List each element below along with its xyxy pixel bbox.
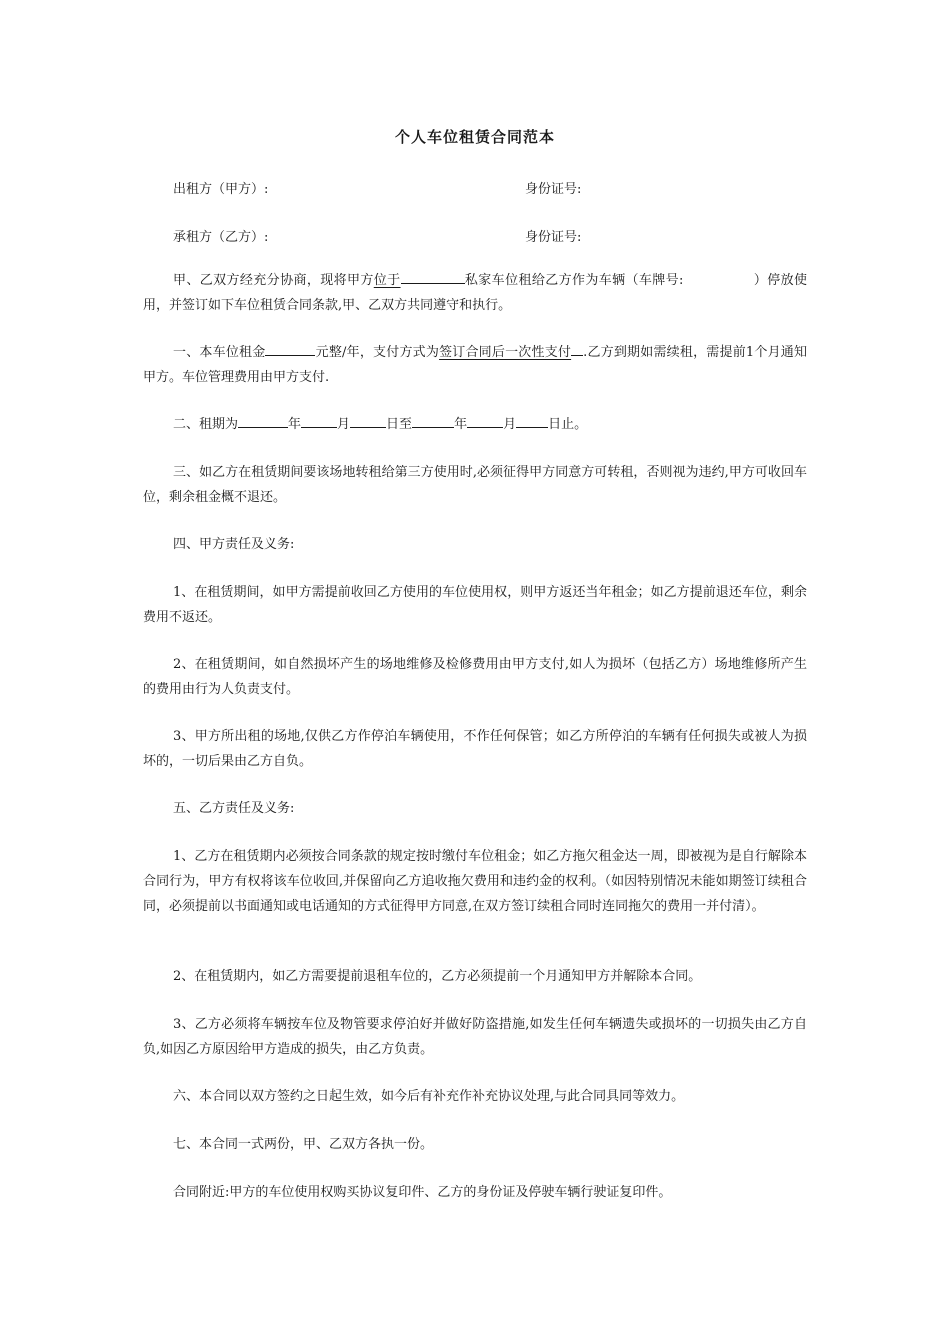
clause-6: 六、本合同以双方签约之日起生效，如今后有补充作补充协议处理,与此合同具同等效力。	[173, 1089, 685, 1104]
end-year-blank	[412, 415, 454, 428]
rent-amount-blank	[265, 343, 315, 356]
clause-5-2: 2、在租赁期内，如乙方需要提前退租车位的，乙方必须提前一个月通知甲方并解除本合同。	[173, 969, 702, 984]
location-blank	[401, 271, 465, 284]
clause-1-text-c: .乙方到期如需续租，需提前1个月通知甲方。车位管理费用由甲方支付.	[143, 345, 807, 385]
start-year-label: 年	[288, 417, 302, 432]
end-year-label: 年	[454, 417, 468, 432]
intro-text-a: 甲、乙双方经充分协商，现将甲方	[173, 273, 374, 288]
clause-4-heading: 四、甲方责任及义务:	[173, 537, 295, 552]
clause-5-1: 1、乙方在租赁期内必须按合同条款的规定按时缴付车位租金；如乙方拖欠租金达一周，即被视为是自行解除本合同行为，甲方有权将该车位收回,并保留向乙方追收拖欠费用和违约金的权利。（如因特别情况未能如期签订续租合同，必须提前以书面通知或电话通知的方式征得甲方同意,在双方签订续租合同时连同拖欠的费用一并付清）。	[143, 849, 807, 914]
intro-text-c: ）停放使用，并签订如下车位租赁合同条款,甲、乙双方共同遵守和执行。	[143, 273, 807, 313]
clause-1	[143, 340, 807, 390]
intro-text-b: 私家车位租给乙方作为车辆（车牌号:	[464, 273, 684, 288]
clause-2-text: 二、租期为	[173, 417, 239, 432]
start-day-blank	[350, 415, 386, 428]
clause-5-heading: 五、乙方责任及义务:	[173, 801, 295, 816]
clause-1-text-a: 一、本车位租金	[173, 345, 266, 360]
clause-7: 七、本合同一式两份，甲、乙双方各执一份。	[173, 1137, 434, 1152]
clause-4-2: 2、在租赁期间，如自然损坏产生的场地维修及检修费用由甲方支付,如人为损坏（包括乙方）场地维修所产生的费用由行为人负责支付。	[143, 657, 807, 697]
intro-paragraph	[143, 268, 807, 318]
start-month-label: 月	[337, 417, 351, 432]
end-day-blank	[516, 415, 548, 428]
lessor-label: 出租方（甲方）:	[173, 182, 269, 197]
clause-4-1: 1、在租赁期间，如甲方需提前收回乙方使用的车位使用权，则甲方返还当年租金；如乙方提前退还车位，剩余费用不返还。	[143, 585, 807, 625]
clause-5-3: 3、乙方必须将车辆按车位及物管要求停泊好并做好防盗措施,如发生任何车辆遗失或损坏的一切损失由乙方自负,如因乙方原因给甲方造成的损失，由乙方负责。	[143, 1017, 807, 1057]
payment-method: 签订合同后一次性支付	[439, 345, 572, 360]
end-day-label: 日止。	[548, 417, 588, 432]
start-year-blank	[238, 415, 288, 428]
attachment-note: 合同附近:甲方的车位使用权购买协议复印件、乙方的身份证及停驶车辆行驶证复印件。	[173, 1185, 672, 1200]
clause-3: 三、如乙方在租赁期间要该场地转租给第三方使用时,必须征得甲方同意方可转租，否则视为违约,甲方可收回车位，剩余租金概不退还。	[143, 465, 807, 505]
start-month-blank	[301, 415, 337, 428]
lessor-id-label: 身份证号:	[525, 182, 582, 197]
start-day-label: 日至	[386, 417, 413, 432]
lessee-label: 承租方（乙方）:	[173, 230, 269, 245]
lessee-row	[173, 226, 582, 245]
end-month-blank	[467, 415, 503, 428]
intro-location: 位于	[373, 273, 401, 288]
clause-1-text-b: 元整/年，支付方式为	[315, 345, 440, 360]
lessor-row	[173, 178, 582, 197]
clause-2	[143, 412, 807, 437]
clause-4-3: 3、甲方所出租的场地,仅供乙方作停泊车辆使用，不作任何保管；如乙方所停泊的车辆有任何损失或被人为损坏的，一切后果由乙方自负。	[143, 729, 807, 769]
document-title: 个人车位租赁合同范本	[394, 128, 555, 146]
end-month-label: 月	[503, 417, 517, 432]
payment-blank	[571, 343, 583, 356]
lessee-id-label: 身份证号:	[525, 230, 582, 245]
